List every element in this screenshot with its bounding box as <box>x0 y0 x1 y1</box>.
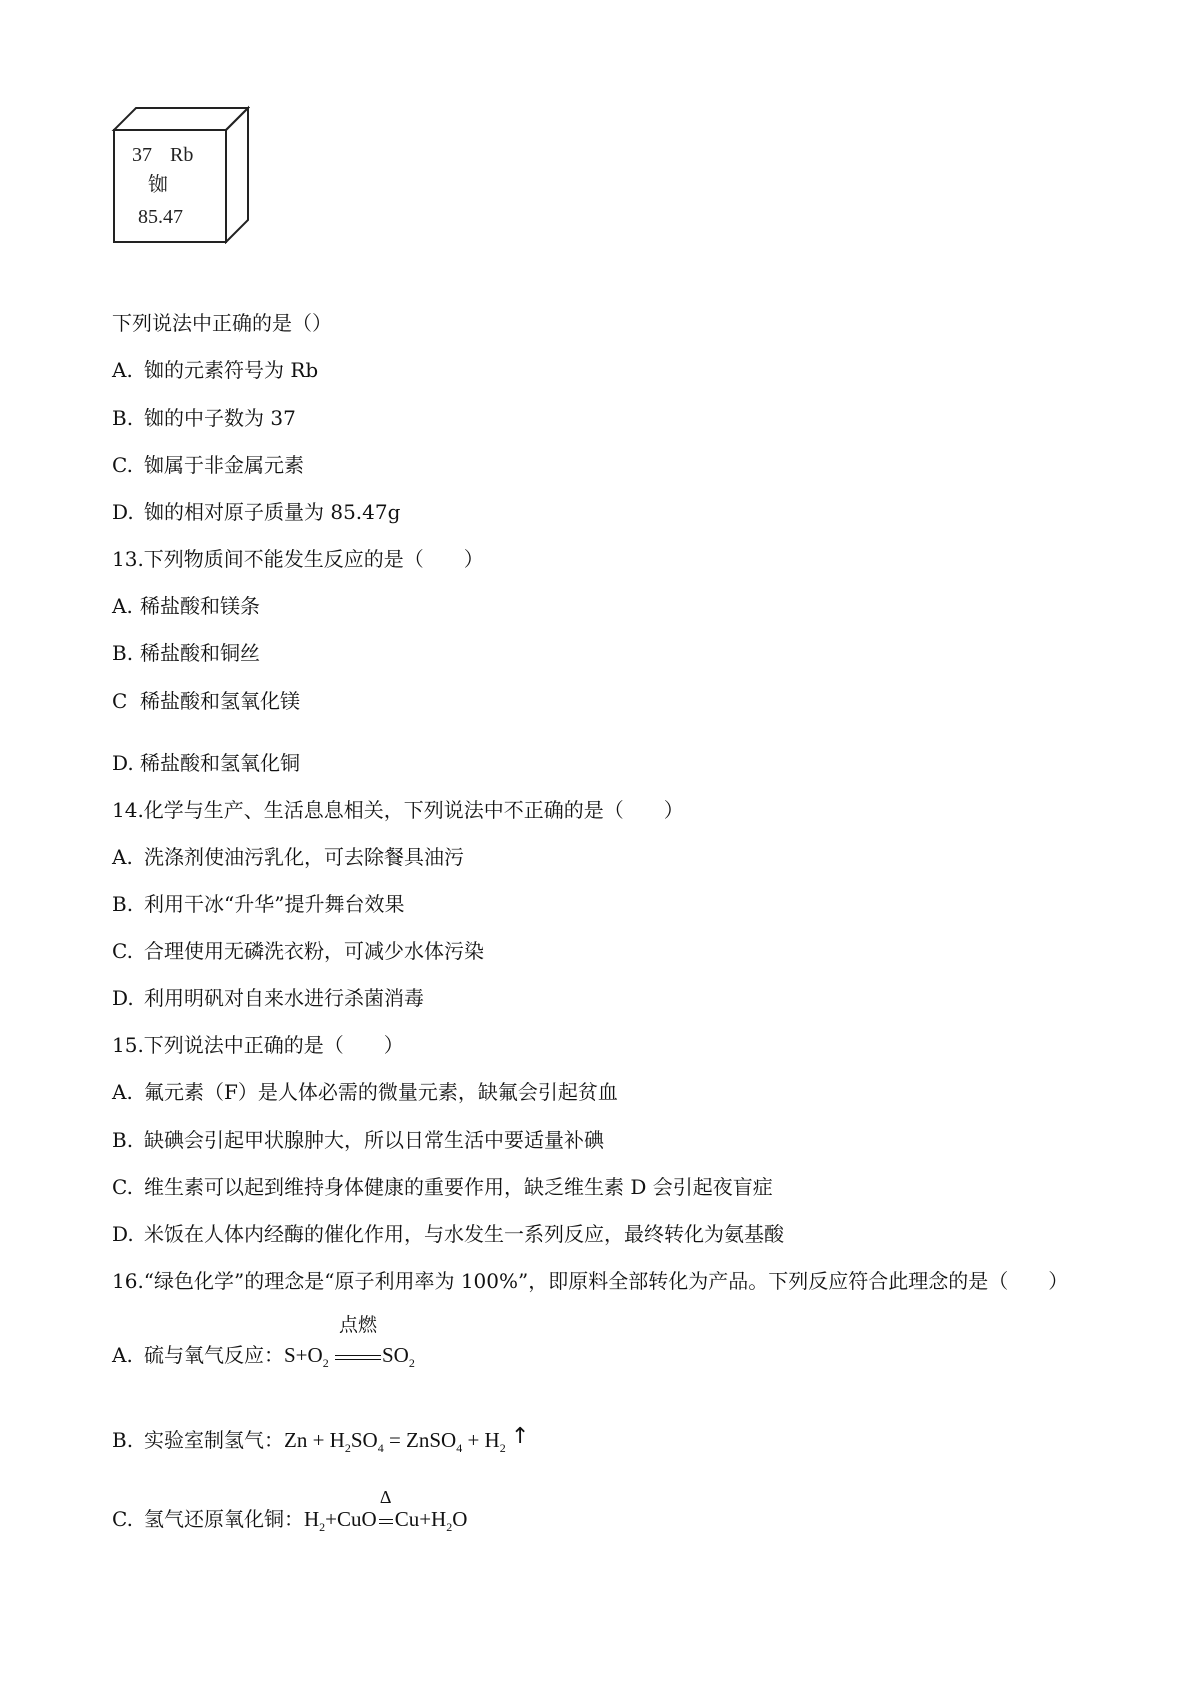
option-text: 维生素可以起到维持身体健康的重要作用，缺乏维生素 D 会引起夜盲症 <box>144 1175 773 1199</box>
q15-option-a <box>112 1079 618 1105</box>
q12-option-a <box>112 357 318 383</box>
option-text: 铷的中子数为 37 <box>144 406 296 430</box>
option-letter: B. <box>112 406 134 430</box>
question-12-stem: 下列说法中正确的是（） <box>112 311 332 335</box>
question-16-stem: 16.“绿色化学”的理念是“原子利用率为 100%”，即原料全部转化为产品。下列反应符合此理念的是（ ） <box>112 1269 1069 1293</box>
option-letter: C <box>112 689 128 713</box>
q12-option-d <box>112 499 400 525</box>
option-text: 利用干冰“升华”提升舞台效果 <box>144 892 405 916</box>
q16-option-b <box>112 1424 530 1461</box>
equation-a: $S+O_2$ 点燃 $SO_2$ <box>284 1314 415 1370</box>
condition-label: Δ <box>379 1487 392 1507</box>
option-letter: D. <box>112 751 134 775</box>
option-text: 稀盐酸和氢氧化镁 <box>140 689 300 713</box>
option-letter: D. <box>112 986 134 1010</box>
option-letter: C. <box>112 1175 133 1199</box>
option-letter: D. <box>112 500 134 524</box>
option-letter: D. <box>112 1222 134 1246</box>
q15-option-b <box>112 1127 604 1153</box>
q14-option-a <box>112 844 464 870</box>
element-card-cube <box>110 104 250 244</box>
q12-option-b <box>112 405 296 431</box>
element-mass: 85.47 <box>138 206 183 228</box>
option-text: 合理使用无磷洗衣粉，可减少水体污染 <box>144 939 484 963</box>
option-letter: A. <box>112 358 133 382</box>
option-text: 硫与氧气反应： <box>144 1343 284 1367</box>
equation-c: $H_2+CuO$ Δ $Cu+H_2O$ <box>304 1507 467 1531</box>
condition-ignite <box>334 1314 382 1368</box>
option-letter: A. <box>112 594 133 618</box>
q14-option-b <box>112 891 404 917</box>
option-letter: B. <box>112 1128 134 1152</box>
q14-option-c <box>112 938 484 964</box>
equals-sign <box>335 1355 381 1360</box>
option-letter: B. <box>112 892 134 916</box>
condition-label: 点燃 <box>338 1314 377 1336</box>
option-letter: A. <box>112 845 133 869</box>
option-text: 氟元素（F）是人体必需的微量元素，缺氟会引起贫血 <box>144 1080 618 1104</box>
q12-option-c <box>112 452 304 478</box>
option-text: 稀盐酸和氢氧化铜 <box>140 751 300 775</box>
question-13-stem: 13.下列物质间不能发生反应的是（ ） <box>112 547 484 571</box>
option-letter: C. <box>112 939 133 963</box>
option-letter: B. <box>112 1428 134 1452</box>
q16-option-a <box>112 1314 415 1376</box>
q13-option-c <box>112 688 300 714</box>
element-number: 37 <box>132 144 152 166</box>
q13-option-b <box>112 640 260 666</box>
option-letter: C. <box>112 1507 133 1531</box>
equation-b: $Zn + H_2SO_4$ = ZnSO$_4$ + $H_2$ ↑ <box>284 1424 530 1455</box>
option-letter: A. <box>112 1080 133 1104</box>
option-letter: A. <box>112 1343 133 1367</box>
option-text: 稀盐酸和镁条 <box>140 594 260 618</box>
q13-option-a <box>112 593 260 619</box>
q15-option-c <box>112 1174 773 1200</box>
option-text: 铷属于非金属元素 <box>144 453 304 477</box>
option-letter: C. <box>112 453 133 477</box>
option-text: 氢气还原氧化铜： <box>144 1507 304 1531</box>
q16-option-c <box>112 1487 468 1540</box>
element-name: 铷 <box>148 172 168 196</box>
condition-heat <box>377 1487 395 1532</box>
option-text: 缺碘会引起甲状腺肿大，所以日常生活中要适量补碘 <box>144 1128 604 1152</box>
question-14-stem: 14.化学与生产、生活息息相关，下列说法中不正确的是（ ） <box>112 798 684 822</box>
option-text: 铷的元素符号为 Rb <box>144 358 319 382</box>
q14-option-d <box>112 985 424 1011</box>
equals-sign <box>379 1519 393 1524</box>
q15-option-d <box>112 1221 784 1247</box>
option-text: 利用明矾对自来水进行杀菌消毒 <box>144 986 424 1010</box>
option-text: 实验室制氢气： <box>144 1428 284 1452</box>
q13-option-d <box>112 750 300 776</box>
question-15-stem: 15.下列说法中正确的是（ ） <box>112 1033 404 1057</box>
option-text: 洗涤剂使油污乳化，可去除餐具油污 <box>144 845 464 869</box>
option-text: 铷的相对原子质量为 85.47g <box>144 500 401 524</box>
option-text: 稀盐酸和铜丝 <box>140 641 260 665</box>
option-letter: B. <box>112 641 134 665</box>
option-text: 米饭在人体内经酶的催化作用，与水发生一系列反应，最终转化为氨基酸 <box>144 1222 784 1246</box>
element-symbol: Rb <box>170 144 194 166</box>
